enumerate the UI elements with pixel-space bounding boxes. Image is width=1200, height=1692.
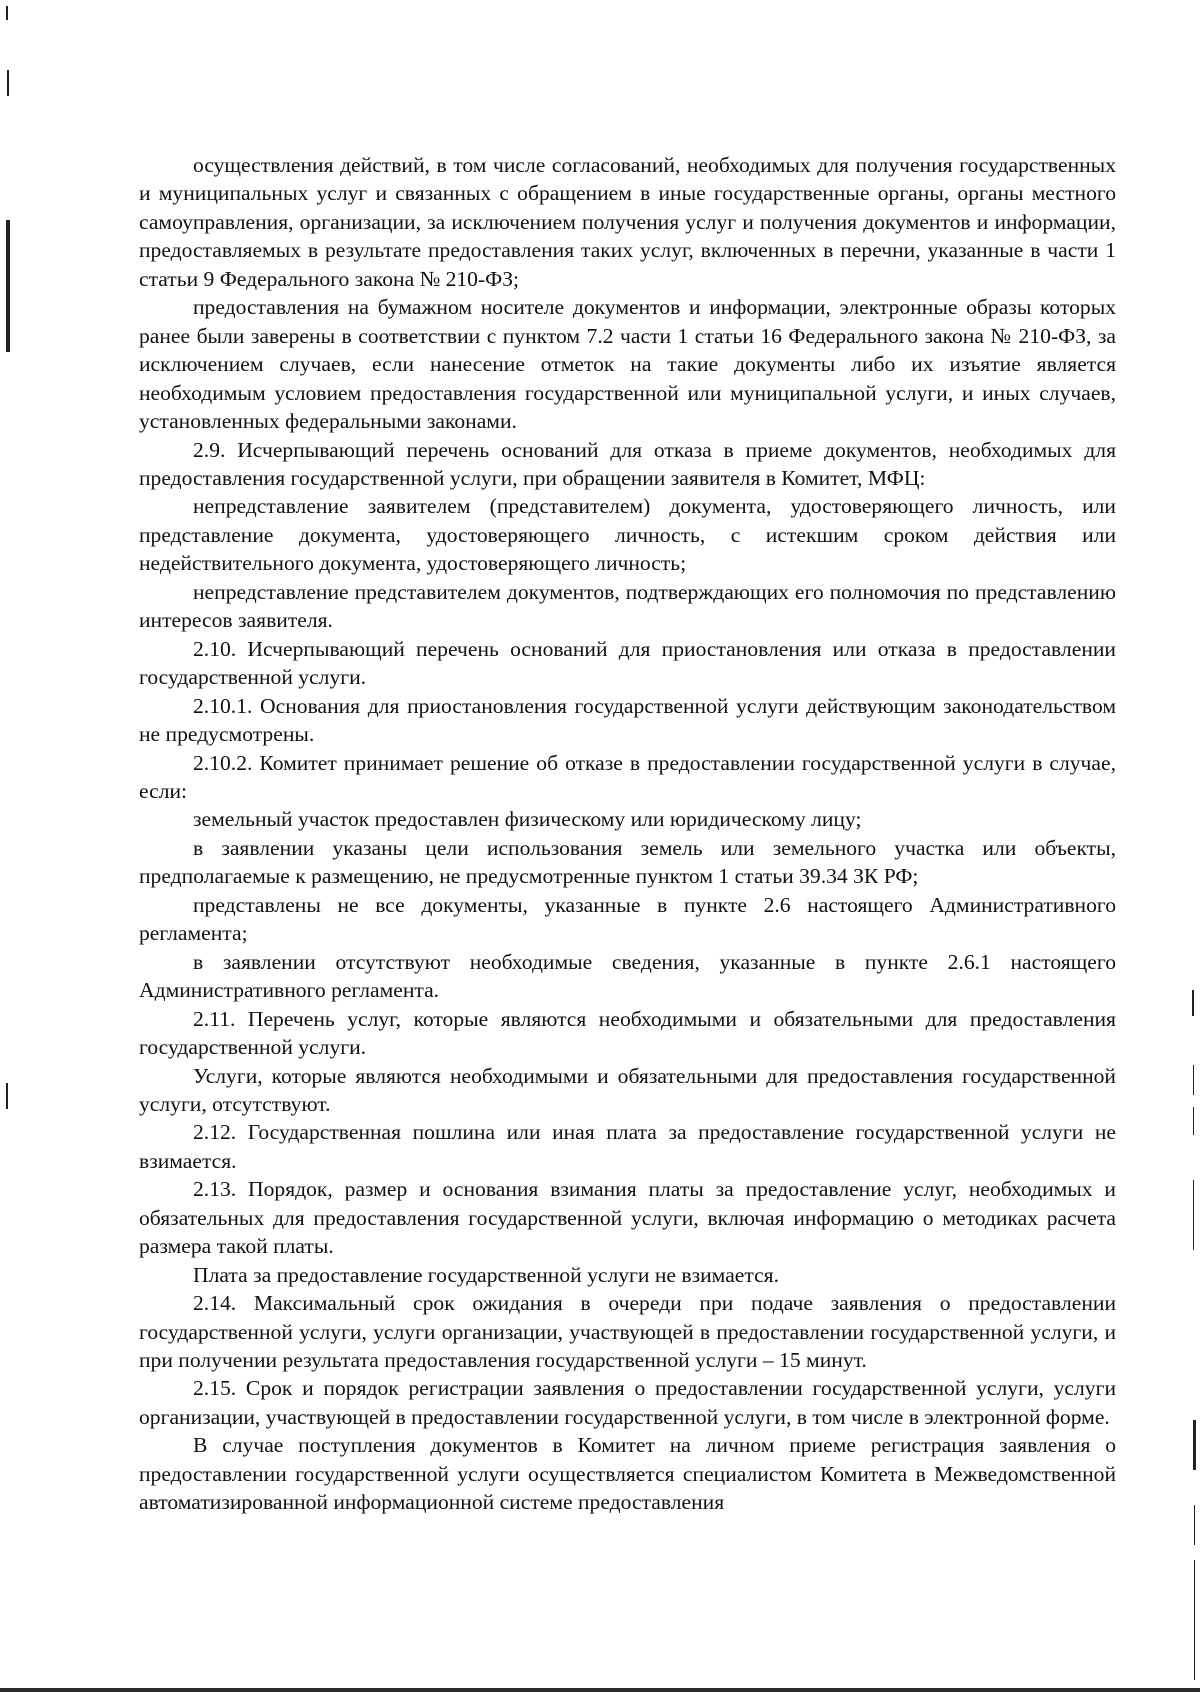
scan-mark bbox=[7, 70, 9, 96]
paragraph: 2.11. Перечень услуг, которые являются необходимыми и обязательными для предоставления государственной услуги. bbox=[139, 1006, 1116, 1060]
paragraph: непредставление заявителем (представителем) документа, удостоверяющего личность, или представление документа, удостоверяющего личность, с истекшим сроком действия или недействительного документа, удостоверяющего личность; bbox=[139, 494, 1116, 576]
paragraph: земельный участок предоставлен физическому или юридическому лицу; bbox=[193, 807, 862, 832]
scan-mark bbox=[6, 1083, 8, 1109]
scan-mark bbox=[6, 6, 8, 20]
paragraph: 2.10.1. Основания для приостановления государственной услуги действующим законодательством не предусмотрены. bbox=[139, 693, 1116, 747]
paragraph: 2.10. Исчерпывающий перечень оснований для приостановления или отказа в предоставлении государственной услуги. bbox=[139, 636, 1116, 690]
paragraph: осуществления действий, в том числе согласований, необходимых для получения государственных и муниципальных услуг и связанных с обращением в иные государственные органы, органы местного самоуправления, организации, за исключением получения услуг и получения документов и информации, предоставляемых в результате предоставления таких услуг, включенных в перечни, указанные в части 1 статьи 9 Федерального закона № 210-ФЗ; bbox=[139, 153, 1116, 291]
paragraph: в заявлении указаны цели использования земель или земельного участка или объекты, предполагаемые к размещению, не предусмотренные пунктом 1 статьи 39.34 ЗК РФ; bbox=[139, 835, 1116, 889]
paragraph: 2.9. Исчерпывающий перечень оснований для отказа в приеме документов, необходимых для предоставления государственной услуги, при обращении заявителя в Комитет, МФЦ: bbox=[139, 437, 1116, 490]
paragraph: в заявлении отсутствуют необходимые сведения, указанные в пункте 2.6.1 настоящего Административного регламента. bbox=[139, 949, 1116, 1003]
scan-mark bbox=[1194, 1505, 1195, 1545]
scan-mark bbox=[6, 220, 10, 352]
scan-mark bbox=[1193, 1065, 1194, 1095]
paragraph: Плата за предоставление государственной услуги не взимается. bbox=[193, 1262, 779, 1287]
document-body bbox=[139, 151, 1116, 1517]
paragraph: 2.12. Государственная пошлина или иная плата за предоставление государственной услуги не взимается. bbox=[139, 1120, 1116, 1173]
paragraph: 2.13. Порядок, размер и основания взимания платы за предоставление услуг, необходимых и обязательных для предоставления государственной услуги, включая информацию о методиках расчета размера такой платы. bbox=[139, 1177, 1116, 1259]
paragraph: 2.14. Максимальный срок ожидания в очереди при подаче заявления о предоставлении государственной услуги, услуги организации, участвующей в предоставлении государственной услуги, и при получении результата предоставления государственной услуги – 15 минут. bbox=[139, 1291, 1116, 1373]
paragraph: Услуги, которые являются необходимыми и обязательными для предоставления государственной услуги, отсутствуют. bbox=[139, 1063, 1116, 1116]
paragraph: предоставления на бумажном носителе документов и информации, электронные образы которых ранее были заверены в соответствии с пунктом 7.2 части 1 статьи 16 Федерального закона № 210-ФЗ, за исключением случаев, если нанесение отметок на такие документы либо их изъятие является необходимым условием предоставления государственной или муниципальной услуги, и иных случаев, установленных федеральными законами. bbox=[139, 295, 1116, 434]
paragraph: 2.10.2. Комитет принимает решение об отказе в предоставлении государственной услуги в случае, если: bbox=[139, 750, 1116, 803]
paragraph: 2.15. Срок и порядок регистрации заявления о предоставлении государственной услуги, услуги организации, участвующей в предоставлении государственной услуги, в том числе в электронной форме. bbox=[139, 1376, 1116, 1429]
scan-bottom-edge bbox=[0, 1688, 1200, 1692]
scan-mark bbox=[1194, 1560, 1195, 1680]
scan-mark bbox=[1193, 1420, 1196, 1470]
paragraph: представлены не все документы, указанные в пункте 2.6 настоящего Административного регламента; bbox=[139, 892, 1116, 946]
paragraph: В случае поступления документов в Комитет на личном приеме регистрация заявления о предоставлении государственной услуги осуществляется специалистом Комитета в Межведомственной автоматизированной информационной системе предоставления bbox=[139, 1433, 1116, 1515]
scan-mark bbox=[1193, 1180, 1194, 1250]
scan-mark bbox=[1192, 990, 1194, 1016]
paragraph: непредставление представителем документов, подтверждающих его полномочия по представлению интересов заявителя. bbox=[139, 579, 1116, 633]
scan-mark bbox=[1193, 1107, 1194, 1135]
